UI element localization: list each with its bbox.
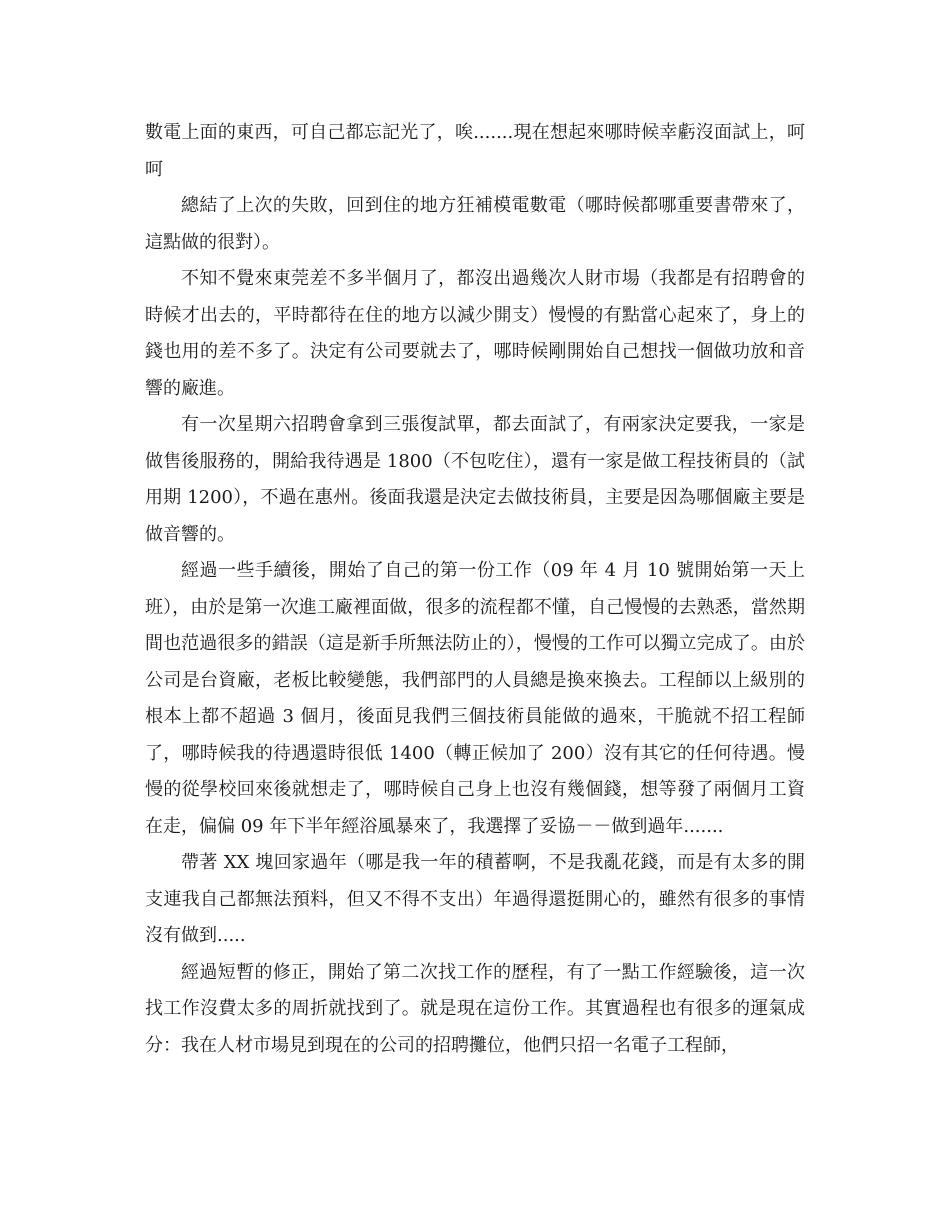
- paragraph-4: 有一次星期六招聘會拿到三張復試單，都去面試了，有兩家決定要我，一家是做售後服務的，開給我待遇是 1800（不包吃住），還有一家是做工程技術員的（試用期 1200），不過在惠州。後面我還是決定去做技術員，主要是因為哪個廠主要是做音響的。: [145, 414, 805, 545]
- paragraph-3: 不知不覺來東莞差不多半個月了，都沒出過幾次人財市場（我都是有招聘會的時候才出去的，平時都待在住的地方以減少開支）慢慢的有點當心起來了，身上的錢也用的差不多了。決定有公司要就去了，哪時候剛開始自己想找一個做功放和音響的廠進。: [145, 268, 805, 399]
- document-body: [145, 115, 805, 1064]
- paragraph-7: 經過短暫的修正，開始了第二次找工作的歷程，有了一點工作經驗後，這一次找工作沒費太多的周折就找到了。就是現在這份工作。其實過程也有很多的運氣成分：我在人材市場見到現在的公司的招聘攤位，他們只招一名電子工程師，: [145, 961, 805, 1056]
- paragraph-1: 數電上面的東西，可自己都忘記光了，唉.......現在想起來哪時候幸虧沒面試上，呵呵: [145, 122, 805, 180]
- paragraph-6: 帶著 XX 塊回家過年（哪是我一年的積蓄啊，不是我亂花錢，而是有太多的開支連我自己都無法預料，但又不得不支出）年過得還挺開心的，雖然有很多的事情沒有做到.....: [145, 852, 805, 946]
- paragraph-2: 總結了上次的失敗，回到住的地方狂補模電數電（哪時候都哪重要書帶來了，這點做的很對）。: [145, 195, 805, 253]
- paragraph-5: 經過一些手續後，開始了自己的第一份工作（09 年 4 月 10 號開始第一天上班），由於是第一次進工廠裡面做，很多的流程都不懂，自己慢慢的去熟悉，當然期間也范過很多的錯誤（這是新手所無法防止的），慢慢的工作可以獨立完成了。由於公司是台資廠，老板比較變態，我們部門的人員總是換來換去。工程師以上級別的根本上都不超過 3 個月，後面見我們三個技術員能做的過來，干脆就不招工程師了，哪時候我的待遇還時很低 1400（轉正候加了 200）沒有其它的任何待遇。慢慢的從學校回來後就想走了，哪時候自己身上也沒有幾個錢，想等發了兩個月工資在走，偏偏 09 年下半年經浴風暴來了，我選擇了妥協－－做到過年.......: [145, 560, 805, 837]
